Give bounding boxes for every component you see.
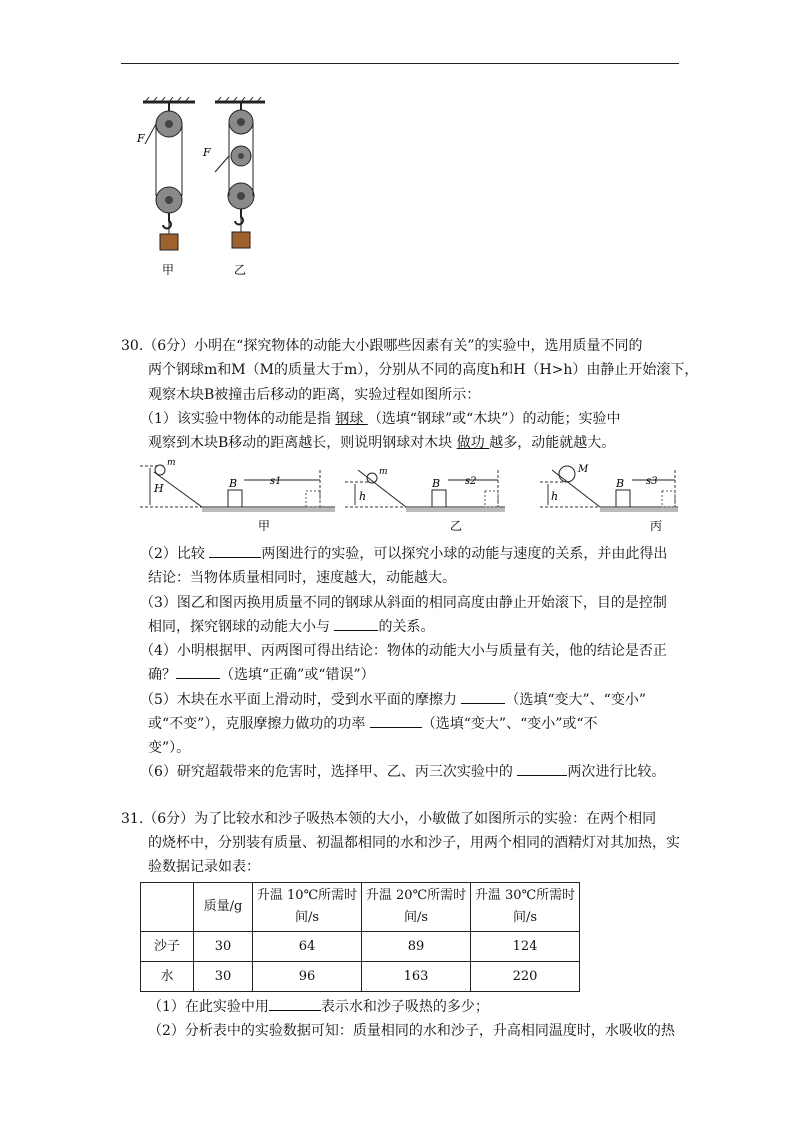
answer-blank[interactable] [334, 618, 378, 631]
pulley-figure [135, 96, 275, 278]
table-cell: 30 [194, 962, 253, 992]
q30-part3-line1: （3）图乙和图丙换用质量不同的钢球从斜面的相同高度由静止开始滚下，目的是控制 [140, 595, 667, 611]
q30-part5-line2: 或“不变”），克服摩擦力做功的功率 （选填“变大”、“变小”或“不 [148, 716, 598, 732]
svg-text:B: B [229, 477, 238, 490]
q30-line2: 两个钢球m和M（M的质量大于m），分别从不同的高度h和H（H>h）由静止开始滚下， [148, 362, 699, 378]
q31-line1: 31.（6分）为了比较水和沙子吸热本领的大小，小敏做了如图所示的实验：在两个相同 [121, 811, 657, 827]
answer-blank[interactable] [461, 691, 505, 704]
table-header-cell: 升温 10℃所需时 间/s [253, 883, 362, 932]
force-label-left: F [137, 132, 145, 145]
answer-work: 做功 [456, 435, 490, 451]
table-row [141, 962, 580, 992]
q31-line3: 验数据记录如表： [148, 859, 260, 875]
answer-blank[interactable] [517, 763, 567, 776]
table-cell: 220 [471, 962, 580, 992]
q30-part1-line2: 观察到木块B移动的距离越长，则说明钢球对木块 做功 越多，动能就越大。 [148, 435, 616, 451]
table-cell: 64 [253, 932, 362, 962]
q30-part6: （6）研究超载带来的危害时，选择甲、乙、丙三次实验中的 两次进行比较。 [140, 764, 666, 780]
q30-part2-line2: 结论：当物体质量相同时，速度越大，动能越大。 [148, 570, 456, 586]
ramp-bing [540, 464, 678, 533]
q30-line1: 30.（6分）小明在“探究物体的动能大小跟哪些因素有关”的实验中，选用质量不同的 [121, 338, 643, 354]
q30-part2-line1: （2）比较 两图进行的实验，可以探究小球的动能与速度的关系，并由此得出 [140, 546, 668, 562]
table-cell: 水 [141, 962, 194, 992]
svg-text:B: B [616, 477, 625, 490]
q30-part4-line1: （4）小明根据甲、丙两图可得出结论：物体的动能大小与质量有关，他的结论是否正 [140, 643, 667, 659]
q30-part5-line3: 变”）。 [148, 740, 191, 756]
force-label-right: F [203, 146, 211, 159]
svg-text:甲: 甲 [258, 519, 271, 533]
answer-blank[interactable] [209, 545, 261, 558]
table-header-cell [141, 883, 194, 932]
pulley-label-yi: 乙 [234, 263, 247, 277]
svg-text:m: m [167, 460, 176, 468]
q31-part1: （1）在此实验中用 表示水和沙子吸热的多少； [148, 999, 489, 1015]
table-header-cell: 升温 20℃所需时 间/s [362, 883, 471, 932]
q30-line3: 观察木块B被撞击后移动的距离，实验过程如图所示： [148, 387, 481, 403]
table-header-cell: 质量/g [194, 883, 253, 932]
ramp-yi [345, 467, 505, 533]
table-cell: 沙子 [141, 932, 194, 962]
table-row [141, 932, 580, 962]
answer-steel-ball: 钢球 [335, 411, 368, 427]
data-table [140, 882, 580, 992]
answer-blank[interactable] [269, 998, 321, 1011]
q31-line2: 的烧杯中，分别装有质量、初温都相同的水和沙子，用两个相同的酒精灯对其加热，实 [148, 835, 680, 851]
ramp-figure [140, 460, 680, 540]
answer-blank[interactable] [370, 715, 422, 728]
table-header-cell: 升温 30℃所需时 间/s [471, 883, 580, 932]
svg-text:乙: 乙 [450, 519, 463, 533]
svg-text:H: H [154, 482, 164, 495]
table-cell: 30 [194, 932, 253, 962]
answer-blank[interactable] [176, 666, 220, 679]
svg-text:m: m [379, 467, 388, 477]
svg-text:M: M [578, 464, 589, 475]
table-cell: 89 [362, 932, 471, 962]
svg-text:s3: s3 [646, 476, 658, 487]
svg-text:h: h [359, 490, 367, 503]
svg-text:B: B [432, 477, 441, 490]
ramp-jia [140, 460, 335, 533]
q31-part2: （2）分析表中的实验数据可知：质量相同的水和沙子，升高相同温度时，水吸收的热 [148, 1023, 675, 1039]
svg-text:s2: s2 [465, 476, 477, 487]
table-cell: 163 [362, 962, 471, 992]
table-cell: 96 [253, 962, 362, 992]
svg-text:丙: 丙 [650, 519, 663, 533]
header-rule [121, 63, 679, 64]
q30-part4-line2: 确？ （选填“正确”或“错误”） [148, 667, 375, 683]
svg-text:s1: s1 [270, 476, 282, 487]
table-cell: 124 [471, 932, 580, 962]
q30-part5-line1: （5）木块在水平面上滑动时，受到水平面的摩擦力 （选填“变大”、“变小” [140, 692, 646, 708]
q30-part1-line1: （1）该实验中物体的动能是指 钢球 （选填“钢球”或“木块”）的动能；实验中 [140, 411, 621, 427]
table-header-row [141, 883, 580, 932]
pulley-label-jia: 甲 [162, 263, 175, 277]
q30-part3-line2: 相同，探究钢球的动能大小与 的关系。 [148, 619, 435, 635]
svg-text:h: h [551, 490, 559, 503]
